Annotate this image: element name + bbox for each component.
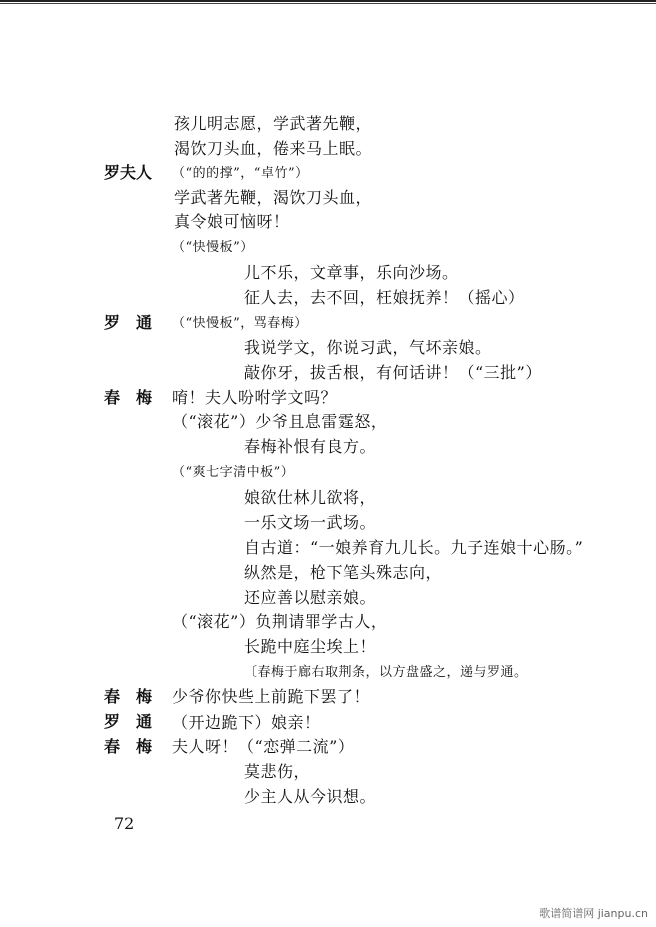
lyric-line: 孩儿明志愿，学武著先鞭， (174, 114, 373, 133)
lyric-line: （“滚花”）少爷且息雷霆怒， (172, 412, 388, 431)
lyric-line: 还应善以慰亲娘。 (244, 588, 377, 607)
stage-direction: （“快慢板”，骂春梅） (172, 316, 308, 331)
speaker-name: 罗 通 (104, 313, 153, 332)
stage-direction: 〔春梅于廊右取荆条，以方盘盛之，递与罗通。 (244, 665, 528, 680)
watermark-text: 歌谱简谱网 jianpu.cn (539, 907, 648, 920)
lyric-line: 自古道：“一娘养育九儿长。九子连娘十心肠。” (244, 538, 584, 557)
lyric-line: 夫人呀！（“恋弹二流”） (172, 737, 355, 756)
lyric-line: 学武著先鞭，渴饮刀头血， (174, 188, 373, 207)
lyric-line: 我说学文，你说习武，气坏亲娘。 (244, 338, 492, 357)
speaker-name: 罗 通 (104, 712, 153, 731)
lyric-line: 长跪中庭尘埃上！ (244, 637, 377, 656)
lyric-line: 敲你牙，拔舌根，有何话讲！（“三批”） (244, 363, 542, 382)
lyric-line: 儿不乐，文章事，乐向沙场。 (244, 263, 459, 282)
lyric-line: 娘欲仕林儿欲将， (244, 488, 377, 507)
lyric-line: 真令娘可恼呀！ (174, 212, 290, 231)
top-border-rule (0, 0, 656, 5)
lyric-line: 唷！夫人吩咐学文吗？ (172, 388, 338, 407)
lyric-line: 渴饮刀头血，倦来马上眠。 (174, 139, 373, 158)
lyric-line: 少爷你快些上前跪下罢了！ (172, 687, 371, 706)
stage-direction: （“的的撑”，“卓竹”） (172, 166, 309, 181)
speaker-name: 春 梅 (104, 388, 153, 407)
lyric-line: 莫悲伤， (244, 762, 311, 781)
stage-direction: （“快慢板”） (172, 240, 254, 255)
page-number: 72 (114, 814, 135, 833)
lyric-line: 征人去，去不回，枉娘抚养！（摇心） (244, 288, 525, 307)
lyric-line: 春梅补恨有良方。 (244, 437, 377, 456)
lyric-line: 一乐文场一武场。 (244, 513, 377, 532)
lyric-line: 纵然是，枪下笔头殊志向， (244, 563, 443, 582)
lyric-line: （“滚花”）负荆请罪学古人， (172, 612, 388, 631)
stage-direction: （“爽七字清中板”） (172, 465, 295, 480)
speaker-name: 春 梅 (104, 737, 153, 756)
speaker-name: 罗夫人 (104, 163, 153, 182)
speaker-name: 春 梅 (104, 687, 153, 706)
lyric-line: 少主人从今识想。 (244, 787, 377, 806)
lyric-line: （开边跪下）娘亲！ (172, 713, 321, 732)
